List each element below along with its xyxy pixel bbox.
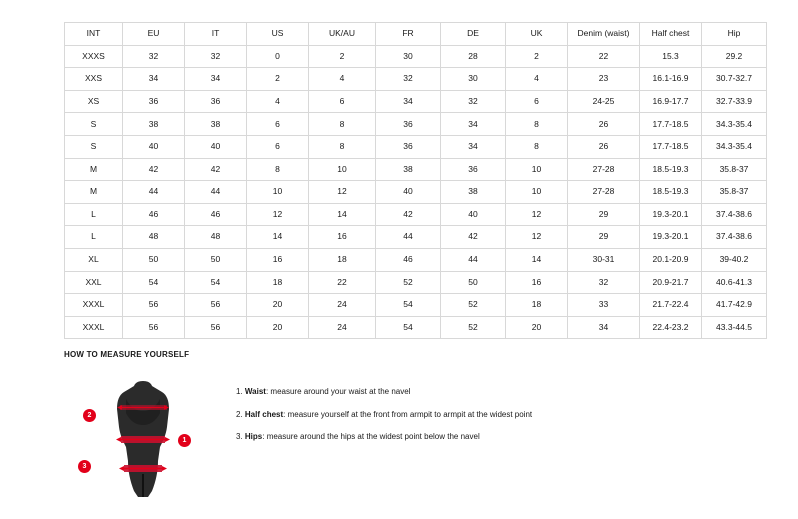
cell-uk: 20: [506, 316, 568, 339]
cell-uk: 8: [506, 113, 568, 136]
cell-de: 34: [441, 135, 506, 158]
cell-eu: 54: [123, 271, 185, 294]
cell-fr: 52: [376, 271, 441, 294]
column-header-hip: Hip: [702, 23, 767, 46]
cell-it: 50: [185, 248, 247, 271]
column-header-half-chest: Half chest: [640, 23, 702, 46]
cell-it: 40: [185, 135, 247, 158]
cell-hip: 43.3-44.5: [702, 316, 767, 339]
cell-eu: 32: [123, 45, 185, 68]
cell-hip: 35.8-37: [702, 158, 767, 181]
cell-half-chest: 22.4-23.2: [640, 316, 702, 339]
instruction-number: 3.: [236, 432, 243, 442]
cell-it: 48: [185, 226, 247, 249]
cell-int: L: [65, 226, 123, 249]
table-row: [65, 90, 767, 113]
table-row: [65, 68, 767, 91]
cell-fr: 46: [376, 248, 441, 271]
cell-int: M: [65, 181, 123, 204]
cell-hip: 35.8-37: [702, 181, 767, 204]
cell-fr: 40: [376, 181, 441, 204]
table-row: [65, 226, 767, 249]
cell-eu: 38: [123, 113, 185, 136]
cell-int: XL: [65, 248, 123, 271]
cell-half-chest: 16.9-17.7: [640, 90, 702, 113]
cell-eu: 56: [123, 316, 185, 339]
cell-fr: 30: [376, 45, 441, 68]
cell-eu: 40: [123, 135, 185, 158]
cell-eu: 36: [123, 90, 185, 113]
cell-eu: 46: [123, 203, 185, 226]
size-conversion-table: [64, 22, 767, 339]
cell-uk-au: 24: [309, 316, 376, 339]
cell-half-chest: 19.3-20.1: [640, 226, 702, 249]
badge-waist: 1: [178, 434, 191, 447]
cell-denim-waist: 23: [568, 68, 640, 91]
cell-half-chest: 17.7-18.5: [640, 135, 702, 158]
table-header: [65, 23, 767, 46]
cell-hip: 29.2: [702, 45, 767, 68]
cell-it: 34: [185, 68, 247, 91]
cell-int: XXS: [65, 68, 123, 91]
cell-half-chest: 18.5-19.3: [640, 158, 702, 181]
cell-us: 8: [247, 158, 309, 181]
cell-us: 18: [247, 271, 309, 294]
instruction-term: Hips: [244, 432, 263, 442]
cell-us: 16: [247, 248, 309, 271]
table-row: [65, 113, 767, 136]
cell-hip: 30.7-32.7: [702, 68, 767, 91]
cell-denim-waist: 29: [568, 203, 640, 226]
cell-uk: 6: [506, 90, 568, 113]
instruction-text: : measure around the hips at the widest point below the navel: [262, 432, 480, 442]
cell-fr: 34: [376, 90, 441, 113]
cell-it: 46: [185, 203, 247, 226]
badge-half-chest: 2: [83, 409, 96, 422]
cell-uk-au: 4: [309, 68, 376, 91]
cell-uk-au: 6: [309, 90, 376, 113]
cell-int: XXL: [65, 271, 123, 294]
cell-de: 44: [441, 248, 506, 271]
cell-it: 56: [185, 316, 247, 339]
cell-denim-waist: 34: [568, 316, 640, 339]
table-body: [65, 45, 767, 339]
cell-uk: 2: [506, 45, 568, 68]
cell-eu: 48: [123, 226, 185, 249]
cell-us: 10: [247, 181, 309, 204]
cell-eu: 56: [123, 294, 185, 317]
column-header-int: INT: [65, 23, 123, 46]
cell-hip: 39-40.2: [702, 248, 767, 271]
how-to-measure-section: [64, 350, 764, 503]
cell-denim-waist: 33: [568, 294, 640, 317]
cell-de: 40: [441, 203, 506, 226]
cell-us: 0: [247, 45, 309, 68]
mannequin-icon: [114, 379, 172, 499]
cell-it: 56: [185, 294, 247, 317]
column-header-it: IT: [185, 23, 247, 46]
cell-uk-au: 24: [309, 294, 376, 317]
cell-fr: 36: [376, 113, 441, 136]
cell-uk-au: 8: [309, 135, 376, 158]
table-header-row: [65, 23, 767, 46]
column-header-uk: UK: [506, 23, 568, 46]
instruction-term: Half chest: [244, 409, 284, 419]
cell-half-chest: 17.7-18.5: [640, 113, 702, 136]
cell-eu: 44: [123, 181, 185, 204]
cell-hip: 34.3-35.4: [702, 135, 767, 158]
table-row: [65, 271, 767, 294]
instruction-hips: [236, 432, 532, 442]
cell-uk-au: 16: [309, 226, 376, 249]
cell-de: 28: [441, 45, 506, 68]
cell-half-chest: 21.7-22.4: [640, 294, 702, 317]
cell-denim-waist: 32: [568, 271, 640, 294]
instruction-text: : measure yourself at the front from armpit to armpit at the widest point: [283, 409, 533, 419]
cell-uk: 14: [506, 248, 568, 271]
cell-it: 44: [185, 181, 247, 204]
how-to-measure-body: [64, 373, 764, 503]
table-row: [65, 135, 767, 158]
cell-it: 36: [185, 90, 247, 113]
cell-hip: 37.4-38.6: [702, 203, 767, 226]
table-row: [65, 294, 767, 317]
cell-de: 50: [441, 271, 506, 294]
cell-hip: 41.7-42.9: [702, 294, 767, 317]
cell-fr: 36: [376, 135, 441, 158]
column-header-denim-waist: Denim (waist): [568, 23, 640, 46]
cell-uk: 12: [506, 226, 568, 249]
cell-de: 52: [441, 294, 506, 317]
cell-denim-waist: 30-31: [568, 248, 640, 271]
cell-it: 38: [185, 113, 247, 136]
cell-uk-au: 22: [309, 271, 376, 294]
cell-de: 34: [441, 113, 506, 136]
cell-uk: 8: [506, 135, 568, 158]
column-header-uk-au: UK/AU: [309, 23, 376, 46]
cell-eu: 50: [123, 248, 185, 271]
cell-fr: 44: [376, 226, 441, 249]
cell-denim-waist: 26: [568, 135, 640, 158]
cell-half-chest: 20.1-20.9: [640, 248, 702, 271]
cell-it: 54: [185, 271, 247, 294]
cell-uk-au: 2: [309, 45, 376, 68]
cell-uk-au: 8: [309, 113, 376, 136]
cell-int: L: [65, 203, 123, 226]
cell-denim-waist: 24-25: [568, 90, 640, 113]
column-header-de: DE: [441, 23, 506, 46]
cell-fr: 54: [376, 294, 441, 317]
instruction-waist: [236, 387, 532, 397]
cell-uk: 4: [506, 68, 568, 91]
cell-us: 6: [247, 113, 309, 136]
cell-us: 12: [247, 203, 309, 226]
cell-denim-waist: 27-28: [568, 181, 640, 204]
cell-de: 52: [441, 316, 506, 339]
cell-hip: 37.4-38.6: [702, 226, 767, 249]
cell-it: 32: [185, 45, 247, 68]
cell-int: XXXL: [65, 316, 123, 339]
mannequin-figure: [82, 373, 206, 503]
cell-int: XS: [65, 90, 123, 113]
cell-us: 14: [247, 226, 309, 249]
cell-de: 36: [441, 158, 506, 181]
instruction-number: 2.: [236, 409, 243, 419]
cell-de: 32: [441, 90, 506, 113]
cell-denim-waist: 26: [568, 113, 640, 136]
cell-int: M: [65, 158, 123, 181]
cell-us: 2: [247, 68, 309, 91]
cell-us: 20: [247, 294, 309, 317]
cell-half-chest: 20.9-21.7: [640, 271, 702, 294]
cell-hip: 40.6-41.3: [702, 271, 767, 294]
column-header-eu: EU: [123, 23, 185, 46]
cell-de: 42: [441, 226, 506, 249]
cell-uk: 16: [506, 271, 568, 294]
cell-uk-au: 14: [309, 203, 376, 226]
cell-uk: 10: [506, 181, 568, 204]
cell-uk: 18: [506, 294, 568, 317]
cell-fr: 54: [376, 316, 441, 339]
how-to-measure-title: HOW TO MEASURE YOURSELF: [64, 350, 190, 359]
table-row: [65, 181, 767, 204]
table-row: [65, 45, 767, 68]
cell-uk-au: 12: [309, 181, 376, 204]
cell-uk-au: 18: [309, 248, 376, 271]
cell-us: 4: [247, 90, 309, 113]
cell-us: 20: [247, 316, 309, 339]
measure-instructions: [236, 373, 532, 455]
cell-int: XXXL: [65, 294, 123, 317]
size-table-container: [64, 22, 752, 339]
cell-fr: 32: [376, 68, 441, 91]
cell-de: 38: [441, 181, 506, 204]
cell-int: XXXS: [65, 45, 123, 68]
cell-uk: 10: [506, 158, 568, 181]
cell-uk-au: 10: [309, 158, 376, 181]
cell-half-chest: 18.5-19.3: [640, 181, 702, 204]
column-header-us: US: [247, 23, 309, 46]
cell-eu: 34: [123, 68, 185, 91]
instruction-term: Waist: [244, 387, 266, 396]
cell-eu: 42: [123, 158, 185, 181]
cell-hip: 32.7-33.9: [702, 90, 767, 113]
cell-int: S: [65, 135, 123, 158]
cell-us: 6: [247, 135, 309, 158]
cell-int: S: [65, 113, 123, 136]
cell-denim-waist: 29: [568, 226, 640, 249]
cell-denim-waist: 27-28: [568, 158, 640, 181]
table-row: [65, 158, 767, 181]
cell-fr: 38: [376, 158, 441, 181]
cell-half-chest: 19.3-20.1: [640, 203, 702, 226]
instruction-number: 1.: [236, 387, 243, 396]
cell-de: 30: [441, 68, 506, 91]
table-row: [65, 248, 767, 271]
cell-half-chest: 16.1-16.9: [640, 68, 702, 91]
cell-it: 42: [185, 158, 247, 181]
column-header-fr: FR: [376, 23, 441, 46]
table-row: [65, 316, 767, 339]
cell-denim-waist: 22: [568, 45, 640, 68]
cell-uk: 12: [506, 203, 568, 226]
table-row: [65, 203, 767, 226]
cell-fr: 42: [376, 203, 441, 226]
cell-hip: 34.3-35.4: [702, 113, 767, 136]
instruction-half-chest: [236, 410, 532, 420]
instruction-text: : measure around your waist at the navel: [265, 387, 411, 396]
cell-half-chest: 15.3: [640, 45, 702, 68]
badge-hips: 3: [78, 460, 91, 473]
